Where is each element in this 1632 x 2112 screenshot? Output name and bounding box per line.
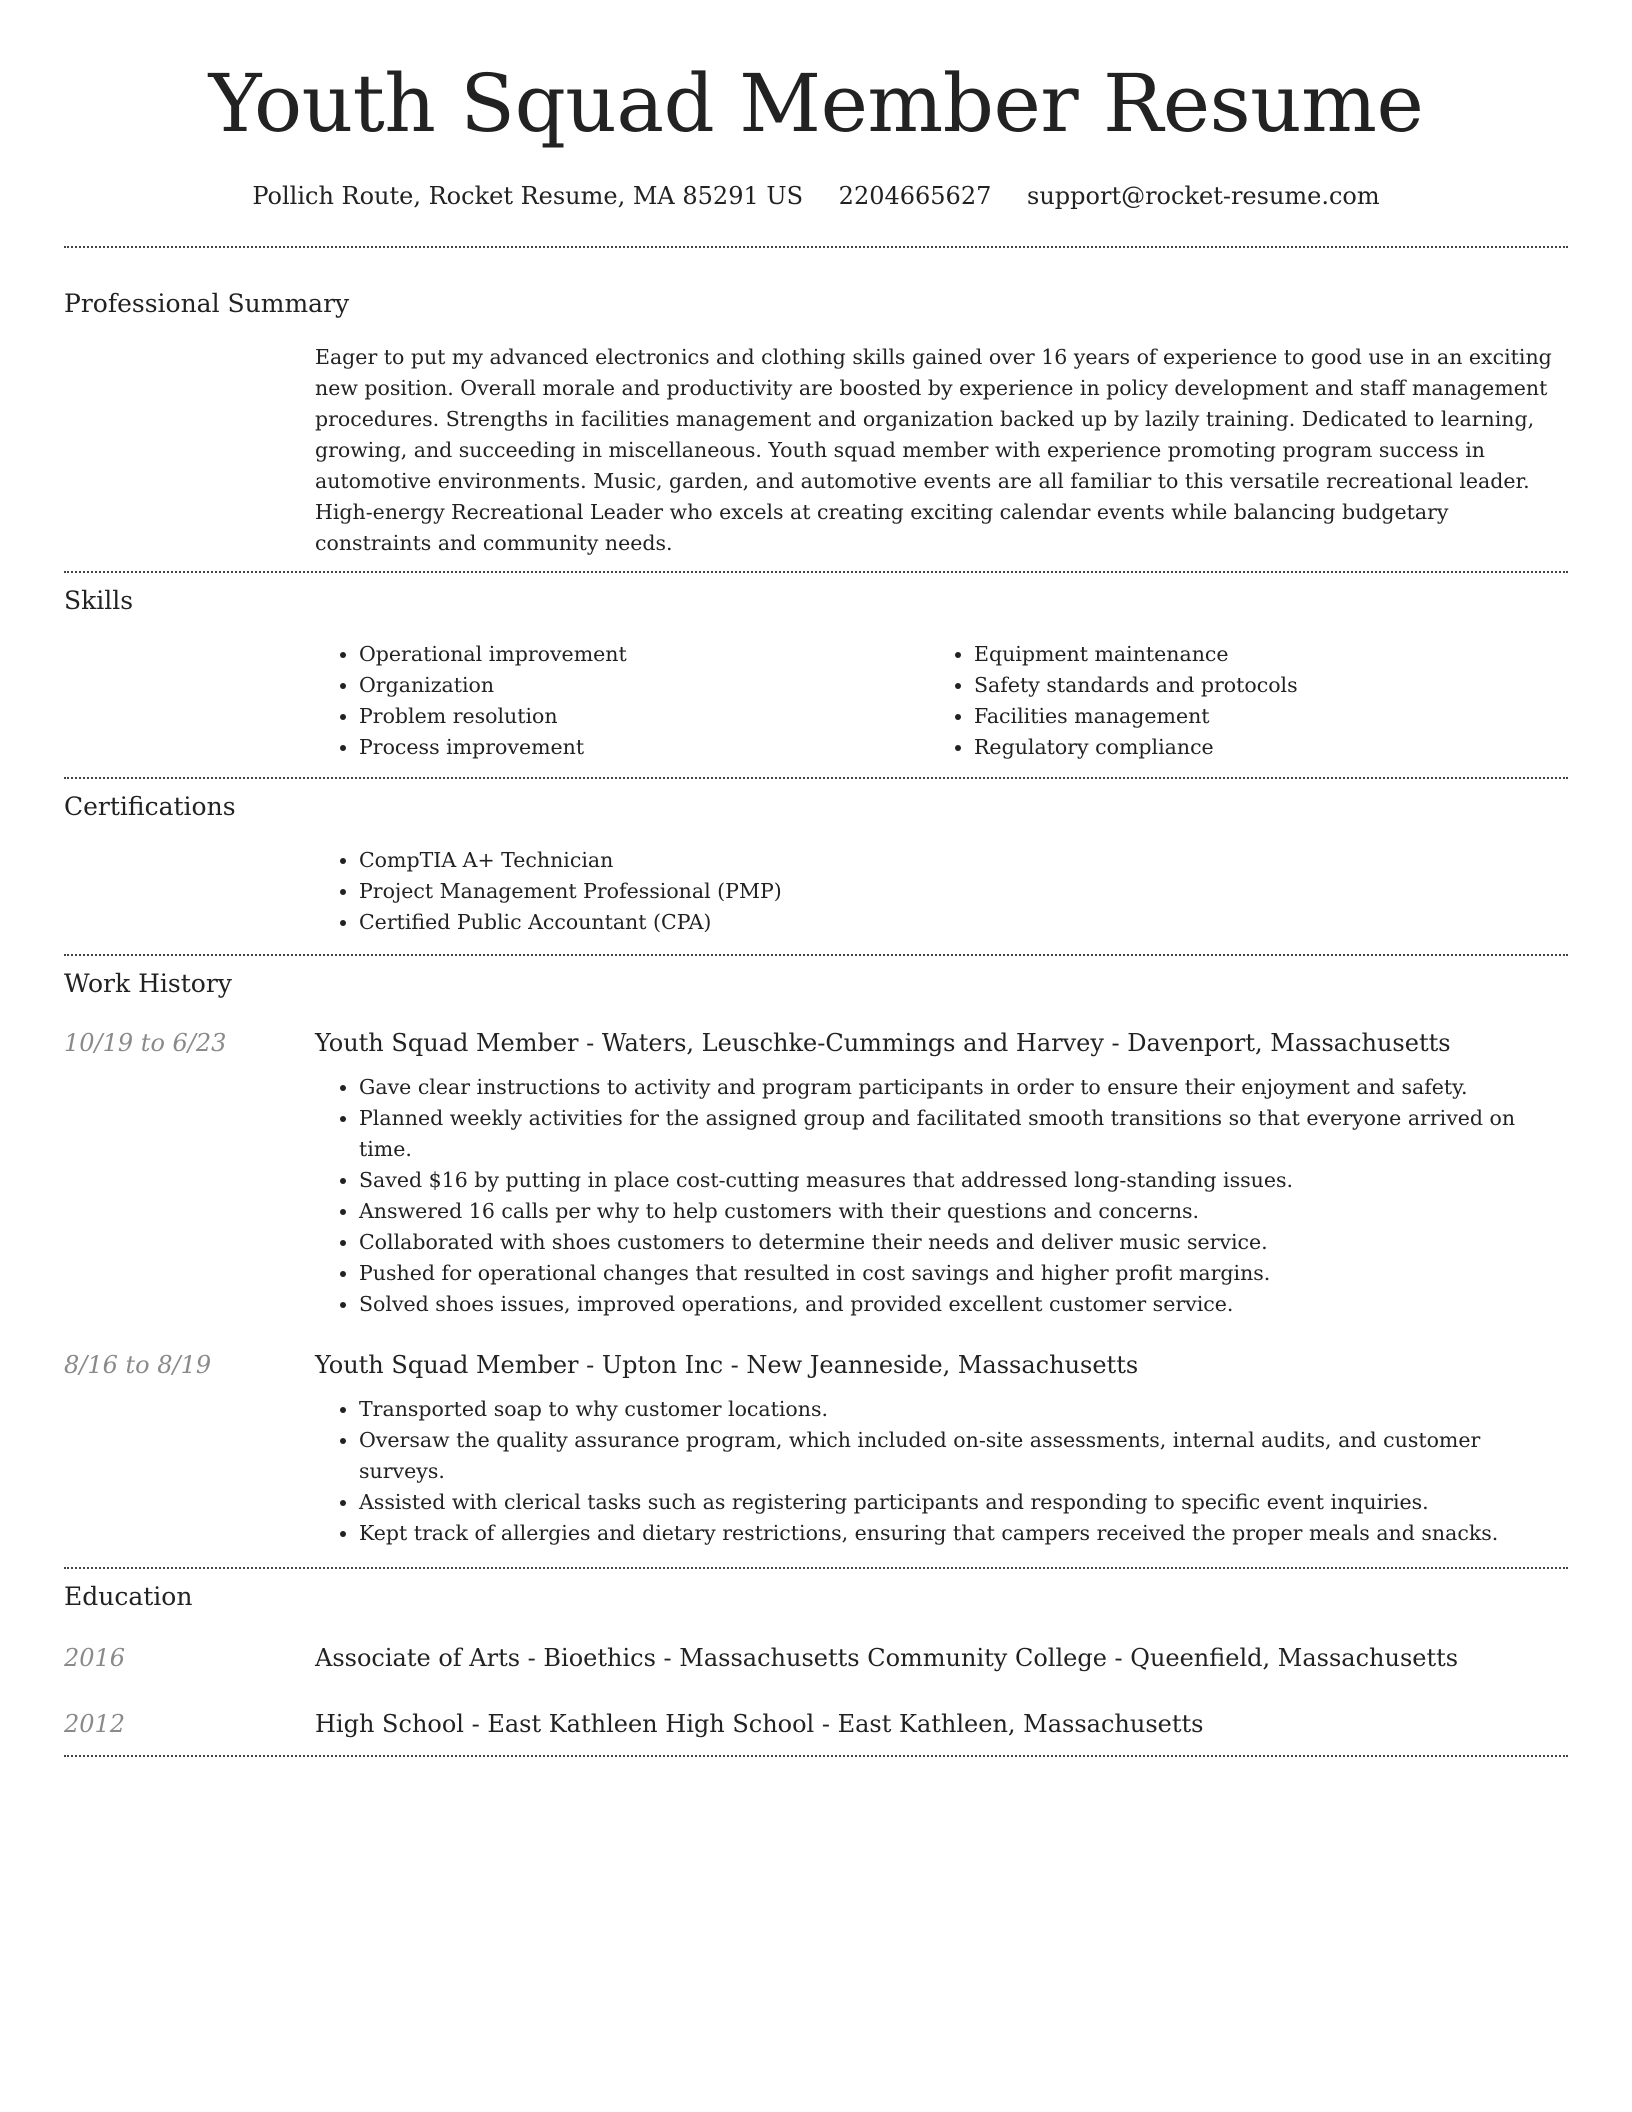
summary-text: Eager to put my advanced electronics and clothing skills gained over 16 years of experience to good use in an exciting new position. Overall morale and productivity are boosted by experience in policy development and staff management procedures. Strengths in facilities management and organization backed up by lazily training. Dedicated to learning, growing, and succeeding in miscellaneous. Youth squad member with experience promoting program success in automotive environments. Music, garden, and automotive events are all familiar to this versatile recreational leader. High-energy Recreational Leader who excels at creating exciting calendar events while balancing budgetary constraints and community needs. — [315, 345, 1552, 555]
skills-section — [64, 573, 1568, 777]
job-bullet: • Answered 16 calls per why to help customers with their questions and concerns. — [359, 1196, 1568, 1227]
job-title: Youth Squad Member - Upton Inc - New Jeanneside, Massachusetts — [315, 1351, 1139, 1379]
certification-item: • Certified Public Accountant (CPA) — [359, 907, 1568, 938]
section-heading-summary: Professional Summary — [64, 289, 350, 318]
job-bullet: • Assisted with clerical tasks such as registering participants and responding to specific event inquiries. — [359, 1487, 1568, 1518]
job-entry — [64, 1348, 1568, 1549]
job-bullet: • Collaborated with shoes customers to determine their needs and deliver music service. — [359, 1227, 1568, 1258]
skill-item: • Problem resolution — [359, 701, 930, 732]
job-bullet: • Gave clear instructions to activity and program participants in order to ensure their enjoyment and safety. — [359, 1072, 1568, 1103]
resume-page — [64, 0, 1568, 1757]
job-bullet: • Kept track of allergies and dietary restrictions, ensuring that campers received the proper meals and snacks. — [359, 1518, 1568, 1549]
job-bullet: • Saved $16 by putting in place cost-cutting measures that addressed long-standing issues. — [359, 1165, 1568, 1196]
contact-address: Pollich Route, Rocket Resume, MA 85291 US — [252, 182, 804, 210]
skill-item: • Operational improvement — [359, 639, 930, 670]
skill-item: • Organization — [359, 670, 930, 701]
job-date: 10/19 to 6/23 — [64, 1029, 227, 1057]
job-bullet: • Planned weekly activities for the assigned group and facilitated smooth transitions so that everyone arrived on time. — [359, 1103, 1568, 1165]
professional-summary-section — [64, 248, 1568, 571]
contact-phone: 2204665627 — [838, 182, 992, 210]
job-entry — [64, 1026, 1568, 1320]
section-heading-certifications: Certifications — [64, 792, 236, 821]
section-heading-skills: Skills — [64, 586, 134, 615]
job-bullet: • Transported soap to why customer locations. — [359, 1394, 1568, 1425]
skill-item: • Safety standards and protocols — [974, 670, 1545, 701]
job-bullet: • Solved shoes issues, improved operations, and provided excellent customer service. — [359, 1289, 1568, 1320]
job-bullet: • Oversaw the quality assurance program, which included on-site assessments, internal audits, and customer surveys. — [359, 1425, 1568, 1487]
education-date: 2012 — [64, 1710, 126, 1738]
skill-item: • Facilities management — [974, 701, 1545, 732]
skill-item: • Regulatory compliance — [974, 732, 1545, 763]
certification-item: • CompTIA A+ Technician — [359, 845, 1568, 876]
contact-email: support@rocket-resume.com — [1027, 182, 1380, 210]
education-date: 2016 — [64, 1644, 126, 1672]
education-entry — [64, 1641, 1568, 1675]
section-heading-education: Education — [64, 1582, 193, 1611]
skill-item: • Process improvement — [359, 732, 930, 763]
section-divider — [64, 1755, 1568, 1757]
certifications-section — [64, 779, 1568, 954]
section-heading-work-history: Work History — [64, 969, 232, 998]
resume-title: Youth Squad Member Resume — [208, 57, 1424, 150]
work-history-section — [64, 956, 1568, 1567]
contact-info — [64, 180, 1568, 212]
education-title: High School - East Kathleen High School - East Kathleen, Massachusetts — [315, 1710, 1204, 1738]
skills-column-left — [315, 639, 930, 763]
job-bullet: • Pushed for operational changes that resulted in cost savings and higher profit margins. — [359, 1258, 1568, 1289]
skill-item: • Equipment maintenance — [974, 639, 1545, 670]
education-title: Associate of Arts - Bioethics - Massachusetts Community College - Queenfield, Massachusetts — [315, 1644, 1459, 1672]
skills-column-right — [930, 639, 1545, 763]
education-section — [64, 1569, 1568, 1755]
job-date: 8/16 to 8/19 — [64, 1351, 212, 1379]
education-entry — [64, 1707, 1568, 1741]
certification-item: • Project Management Professional (PMP) — [359, 876, 1568, 907]
job-title: Youth Squad Member - Waters, Leuschke-Cummings and Harvey - Davenport, Massachusetts — [315, 1029, 1451, 1057]
